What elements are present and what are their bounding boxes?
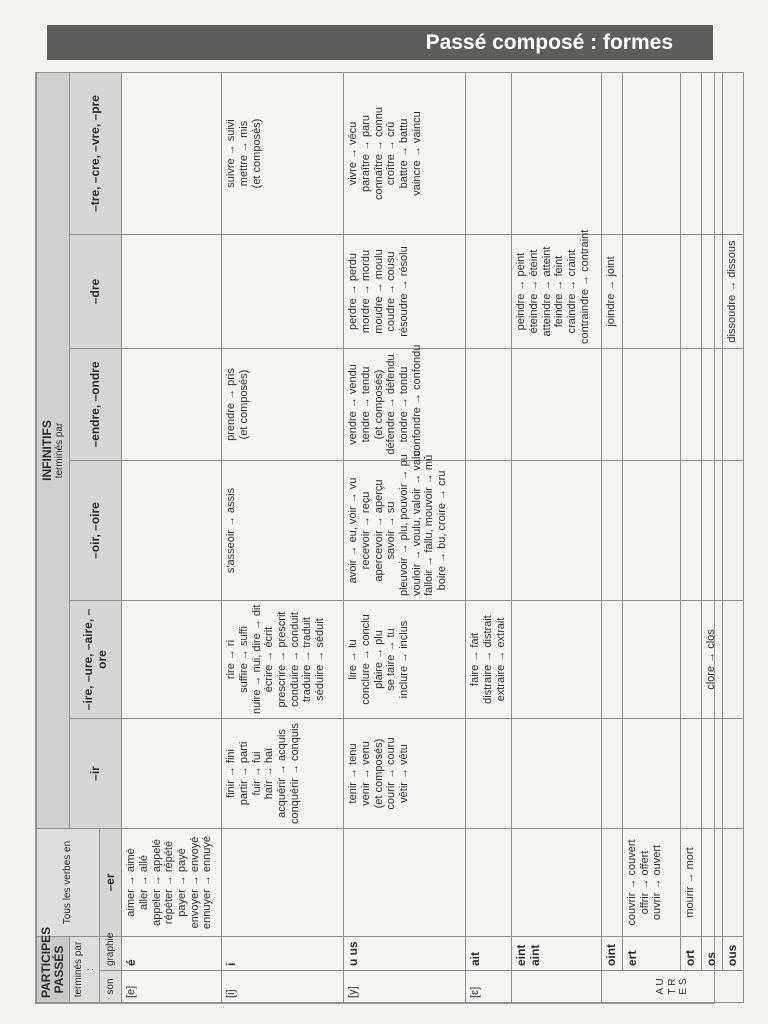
er-cell [222,829,344,937]
verb-entry: partir → parti [238,741,251,806]
oir-cell [222,461,344,601]
tous-verbes-header: Tous les verbes en [37,829,100,937]
graphie-cell: u us [344,937,466,971]
endre-cell [222,349,344,461]
verb-entry: faire → fait [469,632,482,687]
tre-cell [701,72,722,234]
verb-entry: payer → payé [175,848,188,917]
table-row [122,72,222,1002]
verb-entry: prescrire → prescrit [275,611,288,708]
verb-entry: moudre → moulu [372,249,385,334]
verb-entry: venir → venu [360,741,373,806]
er-cell [122,829,222,937]
ir-cell [722,719,743,829]
verb-entry: confondre → confondu [410,344,423,456]
endre-header: –endre, –ondre [70,349,122,461]
verb-entry: vêtir → vêtu [397,744,410,803]
verb-entry: vendre → vendu [347,364,360,445]
son-cell [512,971,602,1003]
verb-entry: apercevoir → aperçu [372,479,385,582]
oir-cell [722,461,743,601]
endre-cell [512,349,602,461]
verb-entry: peindre → peint [515,252,528,331]
verb-entry: tendre → tendu [360,366,373,443]
graphie-cell: i [222,937,344,971]
ire-cell [722,601,743,719]
verb-entry: mettre → mis [238,120,251,187]
verb-entry: ennuyer → ennuyé [201,836,214,929]
ire-cell [466,601,512,719]
ire-cell [701,601,722,719]
ir-cell [344,719,466,829]
verb-entry: rire → ri [225,639,238,680]
verb-entry: joindre → joint [605,256,618,327]
verb-entry: envoyer → envoyé [188,836,201,929]
ir-cell [222,719,344,829]
oir-cell [466,461,512,601]
son-cell: [e] [122,971,222,1003]
table-row [701,72,722,1002]
table-row [722,72,743,1002]
ire-cell [681,601,702,719]
verb-entry: feindre → feint [553,255,566,328]
dre-cell [512,229,602,349]
er-cell [701,829,722,937]
verb-entry: distraire → distrait [482,615,495,704]
verb-entry: falloir → fallu, mouvoir → mû [423,454,436,596]
oir-header: –oir, –oire [70,461,122,601]
dre-cell [681,235,702,349]
er-cell [344,829,466,937]
verb-entry: vivre → vécu [347,121,360,186]
verb-entry: atteindre → atteint [540,246,553,337]
verb-entry: (et composés) [238,369,251,440]
endre-cell [623,349,681,461]
ire-cell [222,601,344,719]
autres-label: A U T R E S [602,971,743,1003]
verb-entry: (et composés) [250,118,263,189]
verb-entry: prendre → pris [225,368,238,441]
verb-entry: défendre → défendu [385,354,398,455]
infinitifs-header [37,72,70,828]
ire-cell [623,601,681,719]
oir-cell [122,461,222,601]
er-cell [681,829,702,937]
oir-cell [701,461,722,601]
ir-cell [623,719,681,829]
graphie-cell: os [701,937,722,971]
tre-cell [602,72,623,234]
tre-cell [344,72,466,234]
verb-entry: aimer → aimé [125,848,138,917]
endre-cell [122,349,222,461]
table-row [602,72,623,1002]
graphie-cell: é [122,937,222,971]
table-row [344,72,466,1002]
verb-entry: avoir → eu, voir → vu [347,477,360,584]
verb-entry: suffire → suffi [238,626,251,693]
verb-entry: couvrir → couvert [626,839,639,926]
endre-cell [466,349,512,461]
participes-header: PARTICIPES PASSÉS [37,937,70,1003]
dre-cell [623,235,681,349]
termines-par-header: terminés par : [70,937,100,1003]
verb-entry: offrir → offert [638,850,651,915]
verb-entry: suivre → suivi [225,119,238,188]
infinitifs-label: INFINITIFS [39,420,54,481]
verb-entry: aller → allé [138,854,151,911]
verb-entry: acquérir → acquis [275,729,288,818]
oir-cell [344,450,466,601]
tre-header: –tre, –cre, –vre, –pre [70,72,122,234]
tre-cell [722,72,743,234]
dre-cell [344,235,466,349]
er-cell [512,829,602,937]
verb-entry: tenir → tenu [347,743,360,804]
son-cell: [ɛ] [466,971,512,1003]
dre-cell [466,235,512,349]
son-cell: [i] [222,971,344,1003]
table-body [122,72,743,1002]
verb-entry: ouvrir → ouvert [651,844,664,921]
verb-entry: se taire → tu [385,628,398,691]
dre-cell [222,235,344,349]
graphie-header: graphie [100,937,122,971]
conjugation-table [36,72,744,1003]
table-row [623,72,681,1002]
dre-header: –dre [70,235,122,349]
graphie-cell: eint aint [512,937,602,971]
verb-entry: perdre → perdu [347,252,360,331]
graphie-cell: ort [681,937,702,971]
verb-entry: connaître → connu [372,107,385,200]
dre-cell [722,235,743,349]
endre-cell [701,349,722,461]
verb-entry: résoudre → résolu [397,246,410,337]
verb-entry: s'asseoir → assis [225,487,238,574]
table-row [512,72,602,1002]
dre-cell [122,235,222,349]
dre-cell [602,235,623,349]
ir-cell [602,719,623,829]
verb-entry: éteindre → éteint [528,249,541,334]
verb-entry: dissoudre → dissous [725,240,738,343]
table-row [681,72,702,1002]
er-cell [602,829,623,937]
er-cell [466,829,512,937]
verb-entry: pleuvoir → plu, pouvoir → pu [397,454,410,596]
verb-entry: extraire → extrait [494,617,507,702]
tre-cell [222,72,344,234]
er-cell [722,829,743,937]
verb-entry: tondre → tondu [397,366,410,443]
verb-entry: craindre → craint [565,249,578,334]
ire-cell [122,601,222,719]
verb-entry: plaire → plu [372,630,385,689]
endre-cell [681,349,702,461]
er-cell [623,829,681,937]
graphie-cell: oint [602,937,623,971]
table-row [222,72,344,1002]
verb-entry: contraindre → contraint [578,229,591,344]
verb-entry: courir → couru [385,737,398,810]
verb-entry: haïr → haï [263,747,276,800]
verb-entry: clore → clos [704,629,717,690]
verb-entry: fuir → fui [250,751,263,796]
ir-cell [681,719,702,829]
endre-cell [602,349,623,461]
verb-entry: boire → bu, croire → cru [435,470,448,591]
endre-cell [344,344,466,461]
verb-entry: vaincre → vaincu [410,111,423,196]
ire-header: –ire, –ure, –aire, –ore [70,601,122,719]
page-title: Passé composé : formes [47,25,713,60]
verb-entry: nuire → nui, dire → dit [250,604,263,714]
ir-cell [466,719,512,829]
graphie-cell: ait [466,937,512,971]
ir-cell [512,719,602,829]
verb-entry: mourir → mort [684,847,697,918]
verb-entry: écrire → écrit [263,626,276,693]
ir-cell [701,719,722,829]
dre-cell [701,235,722,349]
ire-cell [344,601,466,719]
tre-cell [466,72,512,234]
verb-entry: mordre → mordu [360,249,373,334]
verb-entry: recevoir → reçu [360,491,373,570]
verb-entry: lire → lu [347,639,360,680]
verb-entry: vouloir → voulu, valoir → valu [410,450,423,596]
verb-entry: conquérir → conquis [288,723,301,824]
verb-entry: appeler → appelé [150,839,163,926]
graphie-cell: ous [722,937,743,971]
verb-entry: coudre → cousu [385,251,398,332]
verb-entry: séduire → séduit [313,618,326,701]
tre-cell [623,72,681,234]
ire-cell [512,601,602,719]
verb-entry: croître → crû [385,121,398,186]
tre-cell [512,72,602,234]
oir-cell [681,461,702,601]
oir-cell [602,461,623,601]
verb-entry: paraître → paru [360,114,373,193]
er-header: –er [100,829,122,937]
endre-cell [722,349,743,461]
verb-entry: (et composés) [372,738,385,809]
ir-cell [122,719,222,829]
oir-cell [512,461,602,601]
tre-cell [681,72,702,234]
son-cell: [y] [344,971,466,1003]
graphie-cell: ert [623,937,681,971]
verb-entry: traduire → traduit [301,617,314,702]
oir-cell [623,461,681,601]
verb-entry: conduire → conduit [288,612,301,707]
infinitifs-sublabel: terminés par [54,422,66,479]
verb-entry: (et composés) [372,369,385,440]
verb-entry: répéter → répété [163,840,176,925]
verb-entry: finir → fini [225,749,238,798]
verb-entry: conclure → conclu [360,614,373,705]
verb-entry: battre → battu [397,118,410,189]
table-row [466,72,512,1002]
son-header: son [100,971,122,1003]
verb-entry: savoir → su [385,501,398,560]
rotated-table-container [36,73,739,1003]
verb-entry: inclure → inclus [397,620,410,699]
ire-cell [602,601,623,719]
ir-header: –ir [70,719,122,829]
tre-cell [122,72,222,234]
